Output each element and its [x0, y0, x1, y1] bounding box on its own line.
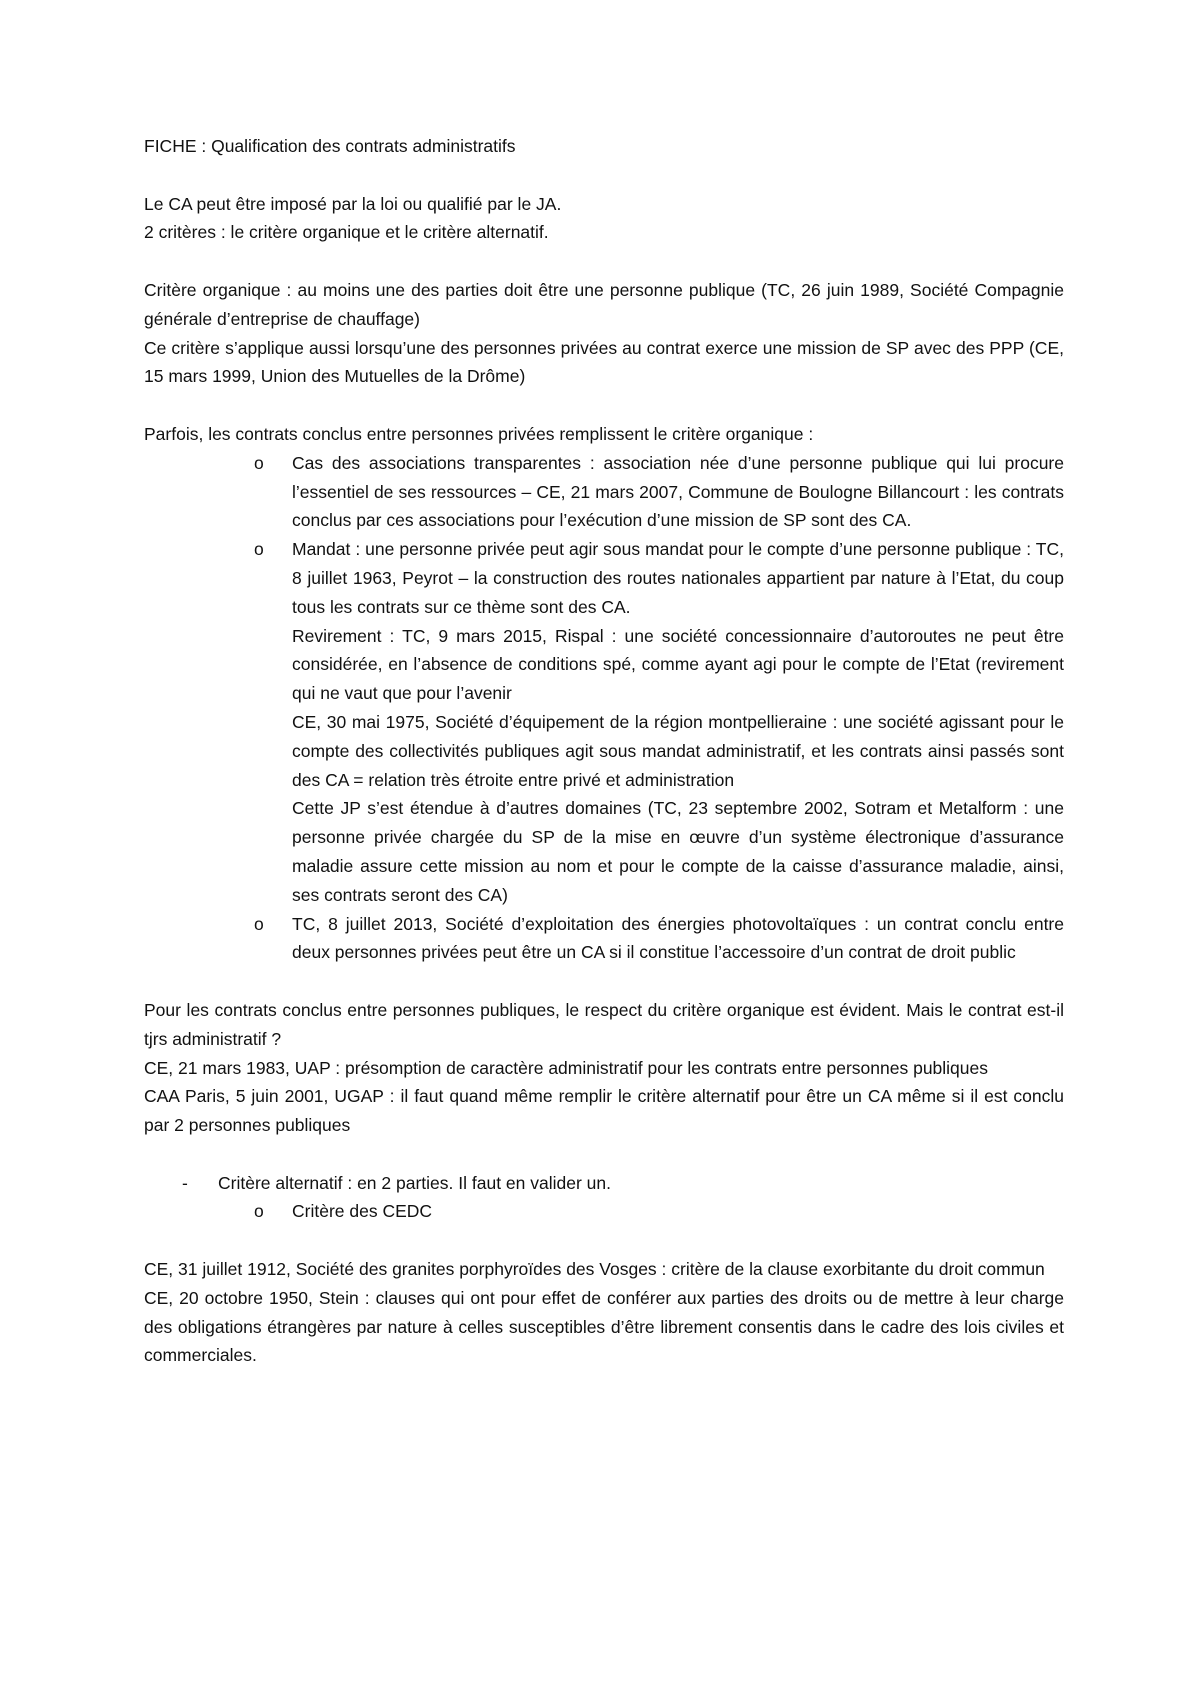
document-text — [144, 132, 1064, 1370]
spacer — [144, 247, 1064, 276]
publiques-paragraph-2: CE, 21 mars 1983, UAP : présomption de caractère administratif pour les contrats entre personnes publiques — [144, 1057, 989, 1078]
list-item-text: Mandat : une personne privée peut agir sous mandat pour le compte d’une personne publique : TC, 8 juillet 1963, Peyrot – la construction des routes nationales appartient par nature à l’Etat, du coup tous les contrats sur ce thème sont des CA. — [292, 539, 1064, 617]
clauses-paragraph-2: CE, 20 octobre 1950, Stein : clauses qui ont pour effet de conférer aux parties des droits ou de mettre à leur charge des obligations étrangères par nature à celles susceptibles d’être librement consentis dans le cadre des lois civiles et commerciales. — [144, 1287, 1064, 1366]
publiques-paragraph-3: CAA Paris, 5 juin 2001, UGAP : il faut quand même remplir le critère alternatif pour être un CA même si il est conclu par 2 personnes publiques — [144, 1086, 1064, 1136]
list-item-cedc — [144, 1197, 1064, 1226]
list-item-text: Cette JP s’est étendue à d’autres domaines (TC, 23 septembre 2002, Sotram et Metalform : une personne privée chargée du SP de la mise en œuvre d’un système électronique d’assurance maladie assure cette mission au nom et pour le compte de la caisse d’assurance maladie, ainsi, ses contrats seront des CA) — [292, 798, 1064, 905]
list-item-text: Cas des associations transparentes : association née d’une personne publique qui lui procure l’essentiel de ses ressources – CE, 21 mars 2007, Commune de Boulogne Billancourt : les contrats conclus par ces associations pour l’exécution d’une mission de SP sont des CA. — [292, 452, 1064, 531]
organique-paragraph-1: Critère organique : au moins une des parties doit être une personne publique (TC, 26 juin 1989, Société Compagnie générale d’entreprise de chauffage) — [144, 279, 1064, 329]
list-item-text: Critère alternatif : en 2 parties. Il faut en valider un. — [218, 1172, 611, 1193]
list-item-text: CE, 30 mai 1975, Société d’équipement de la région montpellieraine : une société agissant pour le compte des collectivités publiques agit sous mandat administratif, et les contrats ainsi passés sont des CA = relation très étroite entre privé et administration — [292, 711, 1064, 790]
spacer — [144, 391, 1064, 420]
spacer — [144, 1226, 1064, 1255]
list-item-text: Revirement : TC, 9 mars 2015, Rispal : une société concessionnaire d’autoroutes ne peut être considérée, en l’absence de conditions spé, comme ayant agi pour le compte de l’Etat (revirement qui ne vaut que pour l’avenir — [292, 625, 1064, 704]
bullet-marker: o — [254, 539, 264, 560]
bullet-marker: o — [254, 913, 264, 934]
dash-marker: - — [182, 1172, 188, 1193]
clauses-paragraph-1: CE, 31 juillet 1912, Société des granites porphyroïdes des Vosges : critère de la clause exorbitante du droit commun — [144, 1259, 1045, 1280]
list-item-text: Critère des CEDC — [292, 1201, 433, 1222]
spacer — [144, 967, 1064, 996]
list-item-alternatif — [144, 1169, 1064, 1198]
intro-line-1: Le CA peut être imposé par la loi ou qualifié par le JA. — [144, 193, 562, 214]
list-item-mandat — [144, 535, 1064, 909]
list-item-text: TC, 8 juillet 2013, Société d’exploitation des énergies photovoltaïques : un contrat conclu entre deux personnes privées peut être un CA si il constitue l’accessoire d’un contrat de droit public — [292, 913, 1064, 963]
list-item-associations — [144, 449, 1064, 535]
organique-paragraph-2: Ce critère s’applique aussi lorsqu’une des personnes privées au contrat exerce une mission de SP avec des PPP (CE, 15 mars 1999, Union des Mutuelles de la Drôme) — [144, 337, 1064, 387]
list-item-accessoire — [144, 910, 1064, 968]
parfois-intro: Parfois, les contrats conclus entre personnes privées remplissent le critère organique : — [144, 423, 814, 444]
intro-line-2: 2 critères : le critère organique et le critère alternatif. — [144, 222, 549, 243]
cases-list — [144, 449, 1064, 967]
spacer — [144, 161, 1064, 190]
bullet-marker: o — [254, 1201, 264, 1222]
spacer — [144, 1140, 1064, 1169]
publiques-paragraph-1: Pour les contrats conclus entre personnes publiques, le respect du critère organique est évident. Mais le contrat est-il tjrs administratif ? — [144, 999, 1064, 1049]
document-title: FICHE : Qualification des contrats administratifs — [144, 136, 516, 156]
bullet-marker: o — [254, 452, 264, 473]
